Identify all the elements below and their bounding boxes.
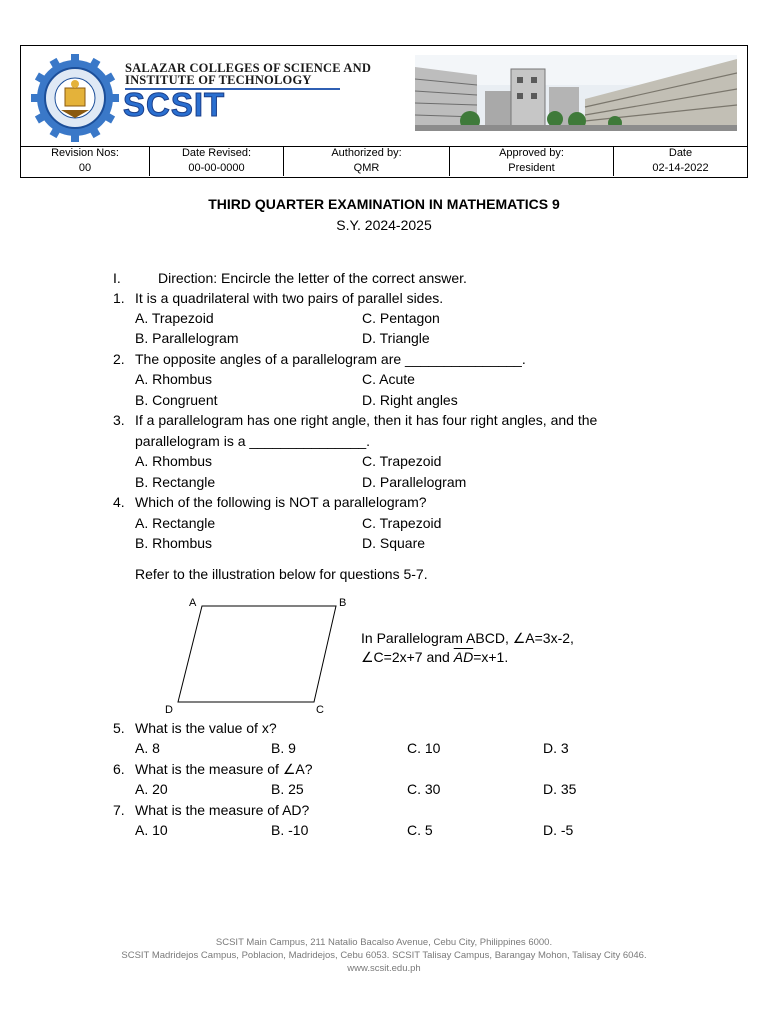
choice: A. 20 [135, 781, 168, 797]
question-text: What is the measure of AD? [135, 802, 310, 818]
refer-instruction: Refer to the illustration below for questions 5-7. [135, 566, 428, 582]
revision-table-header-row [21, 146, 747, 161]
authorized-by-label: Authorized by: [284, 146, 450, 161]
parallelogram-shape [178, 606, 336, 702]
header-divider [21, 146, 747, 147]
question-text-continued: parallelogram is a _______________. [135, 433, 371, 449]
choice: A. 10 [135, 822, 168, 838]
choice: A. Trapezoid [135, 310, 214, 326]
school-seal-logo [31, 54, 119, 142]
choice: C. Trapezoid [362, 453, 442, 469]
question-number: 6. [113, 761, 125, 777]
choice: B. Rectangle [135, 474, 216, 490]
question-text: The opposite angles of a parallelogram are _______________. [135, 351, 526, 367]
school-year: S.Y. 2024-2025 [336, 217, 432, 233]
choice: A. 8 [135, 740, 160, 756]
diagram-description-line2 [361, 647, 508, 667]
exam-title: THIRD QUARTER EXAMINATION IN MATHEMATICS 9 [208, 196, 560, 212]
page-footer [0, 936, 768, 975]
revision-table-value-row [21, 161, 747, 176]
school-abbreviation: SCSIT [123, 86, 226, 123]
question-number: 5. [113, 720, 125, 736]
question-number: 3. [113, 412, 125, 428]
footer-website: www.scsit.edu.ph [347, 963, 421, 974]
choice: D. 35 [543, 781, 577, 797]
document-header [20, 45, 748, 178]
choice: A. Rhombus [135, 453, 213, 469]
campus-building-photo [415, 55, 737, 131]
parallelogram-diagram [160, 592, 360, 718]
question-text: Which of the following is NOT a parallelogram? [135, 494, 427, 510]
vertex-label-b: B [339, 597, 347, 609]
choice: C. 5 [407, 822, 433, 838]
vertex-label-a: A [189, 597, 197, 609]
footer-other-campuses: SCSIT Madridejos Campus, Poblacion, Madridejos, Cebu 6053. SCSIT Talisay Campus, Barangay Mohon, Talisay City 6046. [121, 950, 647, 961]
choice: D. Right angles [362, 392, 458, 408]
date-revised-label: Date Revised: [150, 146, 284, 161]
choice: D. Parallelogram [362, 474, 467, 490]
choice: D. Square [362, 535, 426, 551]
revision-value: 00 [78, 162, 92, 174]
school-name-line1: SALAZAR COLLEGES OF SCIENCE AND [125, 61, 372, 75]
choice: C. Trapezoid [362, 515, 442, 531]
question-text: It is a quadrilateral with two pairs of parallel sides. [135, 290, 444, 306]
choice: C. 10 [407, 740, 441, 756]
revision-table [21, 146, 747, 176]
description-angle-c: ∠C=2x+7 and [361, 649, 454, 665]
choice: C. Pentagon [362, 310, 440, 326]
question-text: If a parallelogram has one right angle, then it has four right angles, and the [135, 412, 598, 428]
date-revised-value: 00-00-0000 [150, 161, 284, 176]
choice: A. Rhombus [135, 371, 213, 387]
date-label: Date [614, 146, 748, 161]
choice: B. Congruent [135, 392, 218, 408]
direction-number: I. [113, 270, 121, 286]
footer-main-campus: SCSIT Main Campus, 211 Natalio Bacalso Avenue, Cebu City, Philippines 6000. [215, 937, 553, 948]
vertex-label-c: C [316, 704, 324, 716]
choice: D. Triangle [362, 330, 430, 346]
choice: D. -5 [543, 822, 574, 838]
choice: B. Parallelogram [135, 330, 239, 346]
choice: C. 30 [407, 781, 441, 797]
approved-by-value: President [450, 161, 614, 176]
choice: B. 9 [271, 740, 296, 756]
question-text: What is the value of x? [135, 720, 277, 736]
choice: B. Rhombus [135, 535, 213, 551]
direction-text: Direction: Encircle the letter of the correct answer. [158, 270, 467, 286]
description-ad-value: =x+1. [473, 649, 509, 665]
date-value: 02-14-2022 [614, 161, 748, 176]
vertex-label-d: D [165, 704, 173, 716]
question-number: 2. [113, 351, 125, 367]
question-text: What is the measure of ∠A? [135, 761, 313, 777]
choice: B. -10 [271, 822, 309, 838]
question-number: 7. [113, 802, 125, 818]
segment-ad: $\overline{AD}$ [453, 649, 474, 665]
diagram-description-line1: In Parallelogram ABCD, ∠A=3x-2, [361, 630, 574, 646]
school-name [125, 62, 371, 86]
choice: D. 3 [543, 740, 569, 756]
choice: C. Acute [362, 371, 415, 387]
approved-by-label: Approved by: [450, 146, 614, 161]
authorized-by-value: QMR [284, 161, 450, 176]
school-name-line2: INSTITUTE OF TECHNOLOGY [125, 73, 312, 87]
question-number: 4. [113, 494, 125, 510]
choice: B. 25 [271, 781, 304, 797]
revision-label: Revision Nos: [51, 147, 119, 159]
question-number: 1. [113, 290, 125, 306]
choice: A. Rectangle [135, 515, 216, 531]
